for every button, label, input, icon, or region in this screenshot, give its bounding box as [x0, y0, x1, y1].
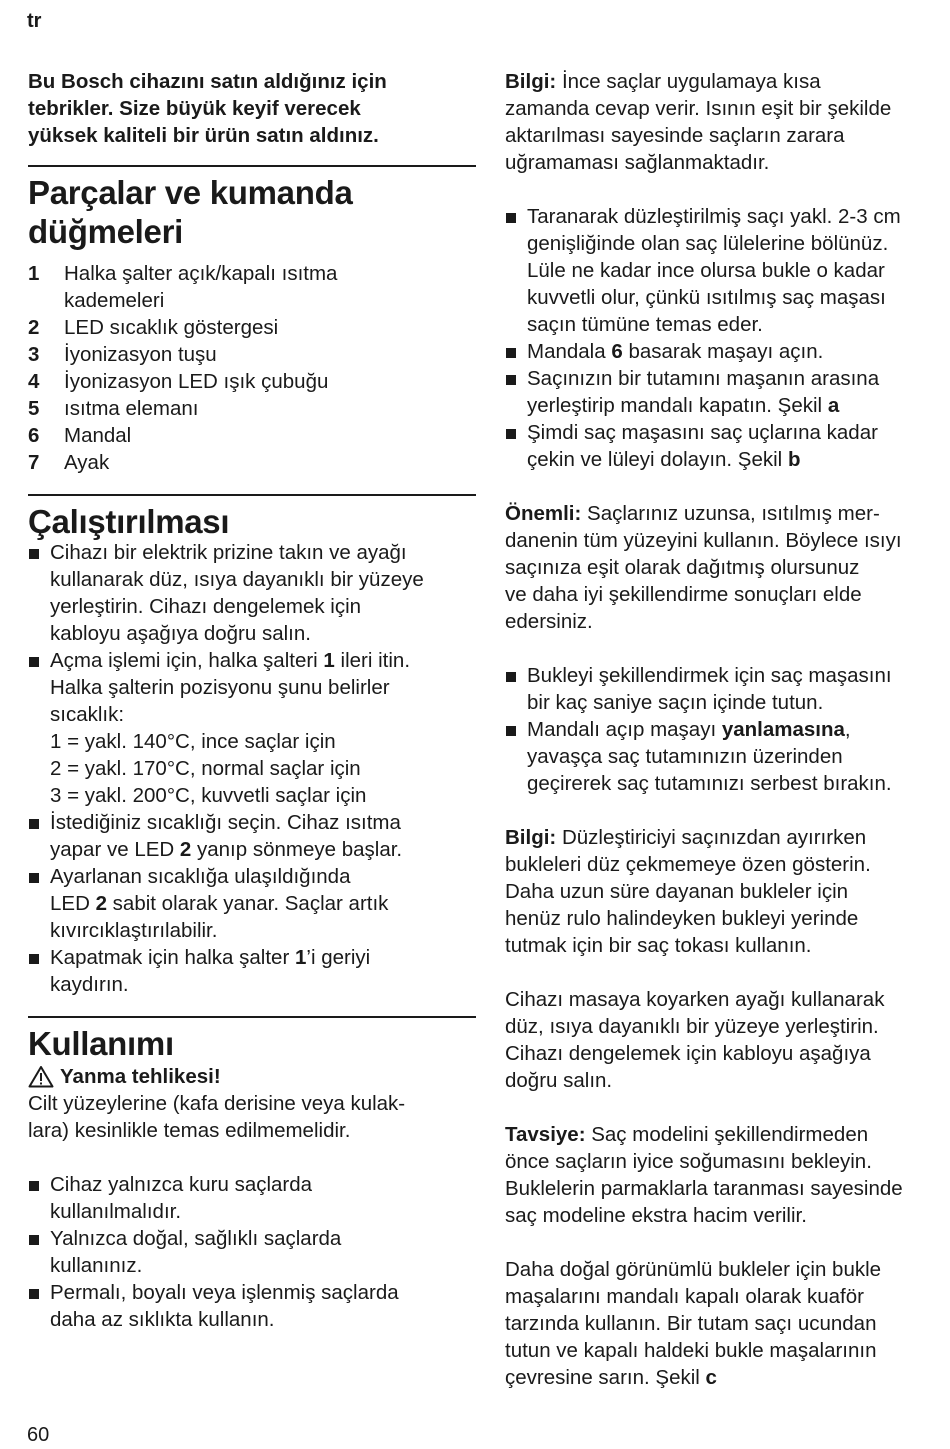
page-number: 60	[27, 1424, 50, 1446]
list-item: Ayarlanan sıcaklığa ulaşıldığında LED 2 sabit olarak yanar. Saçlar artık kıvırcıklaştırılabilir.	[28, 863, 476, 944]
section-divider	[28, 494, 476, 496]
important-note: Önemli: Saçlarınız uzunsa, ısıtılmış mer- danenin tüm yüzeyini kullanın. Böylece ısıyı saçınıza eşit olarak dağıtmış olursunuz ve daha iyi şekillendirme sonuçları elde edersiniz.	[505, 502, 902, 633]
tip-note: Tavsiye: Saç modelini şekillendirmeden önce saçların iyice soğumasını bekleyin. Buklelerin parmaklarla taranması sayesinde saç modeline ekstra hacim verilir.	[505, 1123, 903, 1227]
list-item: Permalı, boyalı veya işlenmiş saçlarda daha az sıklıkta kullanın.	[28, 1279, 476, 1333]
list-item: Cihazı bir elektrik prizine takın ve ayağı kullanarak düz, ısıya dayanıklı bir yüzeye yerleştirin. Cihazı dengelemek için kabloyu aşağıya doğru salın.	[28, 539, 476, 647]
parts-list	[28, 260, 476, 476]
list-item: Mandalı açıp maşayı yanlamasına, yavaşça saç tutamınızın üzerinden geçirerek saç tutamınızı serbest bırakın.	[505, 716, 950, 797]
list-item: Yalnızca doğal, sağlıklı saçlarda kullanınız.	[28, 1225, 476, 1279]
part-item: 7 Ayak	[28, 451, 110, 474]
parts-heading: Parçalar ve kumanda düğmeleri	[28, 174, 353, 250]
operation-heading: Çalıştırılması	[28, 503, 230, 540]
list-item: Şimdi saç maşasını saç uçlarına kadar çekin ve lüleyi dolayın. Şekil b	[505, 419, 950, 473]
section-divider	[28, 165, 476, 167]
part-item: 4 İyonizasyon LED ışık çubuğu	[28, 370, 329, 393]
part-item: 2 LED sıcaklık göstergesi	[28, 316, 279, 339]
burn-warning: Yanma tehlikesi!	[28, 1063, 476, 1090]
operation-list	[28, 539, 476, 998]
left-column	[28, 68, 476, 1333]
list-item: İstediğiniz sıcaklığı seçin. Cihaz ısıtma yapar ve LED 2 yanıp sönmeye başlar.	[28, 809, 476, 863]
release-steps-list	[505, 662, 950, 797]
info-note: Bilgi: Düzleştiriciyi saçınızdan ayırırken bukleleri düz çekmemeye özen gösterin. Daha uzun süre dayanan bukleler için henüz rulo halindeyken bukleyi yerinde tutmak için bir saç tokası kullanın.	[505, 826, 871, 957]
curling-steps-list	[505, 203, 950, 473]
list-item: Mandala 6 basarak maşayı açın.	[505, 338, 950, 365]
part-item: 6 Mandal	[28, 424, 132, 447]
list-item: Bukleyi şekillendirmek için saç maşasını bir kaç saniye saçın içinde tutun.	[505, 662, 950, 716]
warning-icon	[28, 1065, 54, 1088]
info-note: Bilgi: İnce saçlar uygulamaya kısa zamanda cevap verir. Isının eşit bir şekilde aktarılması sayesinde saçların zarara uğramaması sağlanmaktadır.	[505, 70, 892, 174]
usage-list	[28, 1171, 476, 1333]
warning-text: Cilt yüzeylerine (kafa derisine veya kulak- lara) kesinlikle temas edilmemelidir.	[28, 1092, 406, 1142]
language-code: tr	[27, 10, 42, 32]
part-item: 5 ısıtma elemanı	[28, 397, 199, 420]
section-divider	[28, 1016, 476, 1018]
list-item: Taranarak düzleştirilmiş saçı yakl. 2-3 cm genişliğinde olan saç lülelerine bölünüz. Lüle ne kadar ince olursa bukle o kadar kuvvetli olur, çünkü ısıtılmış saç maşası saçın tümüne temas eder.	[505, 203, 950, 338]
part-item: 3 İyonizasyon tuşu	[28, 343, 217, 366]
list-item: Saçınızın bir tutamını maşanın arasına yerleştirip mandalı kapatın. Şekil a	[505, 365, 950, 419]
list-item: Cihaz yalnızca kuru saçlarda kullanılmalıdır.	[28, 1171, 476, 1225]
intro-text: Bu Bosch cihazını satın aldığınız için tebrikler. Size büyük keyif verecek yüksek kaliteli bir ürün satın aldınız.	[28, 70, 387, 147]
usage-heading: Kullanımı	[28, 1025, 174, 1062]
list-item: Açma işlemi için, halka şalteri 1 ileri itin. Halka şalterin pozisyonu şunu belirler sıcaklık: 1 = yakl. 140°C, ince saçlar için 2 = yakl. 170°C, normal saçlar için 3 = yakl. 200°C, kuvvetli saçlar için	[28, 647, 476, 809]
part-item: 1 Halka şalter açık/kapalı ısıtma kademeleri	[28, 262, 338, 312]
right-column	[505, 68, 950, 1391]
table-placement-text: Cihazı masaya koyarken ayağı kullanarak düz, ısıya dayanıklı bir yüzeye yerleştirin. Cihazı dengelemek için kabloyu aşağıya doğru salın.	[505, 988, 885, 1092]
natural-curls-text: Daha doğal görünümlü bukleler için bukle maşalarını mandalı kapalı olarak kuaför tarzında kullanın. Bir tutam saçı ucundan tutun ve kapalı haldeki bukle maşalarının çevresine sarın. Şekil c	[505, 1258, 882, 1389]
list-item: Kapatmak için halka şalter 1’i geriyi kaydırın.	[28, 944, 476, 998]
